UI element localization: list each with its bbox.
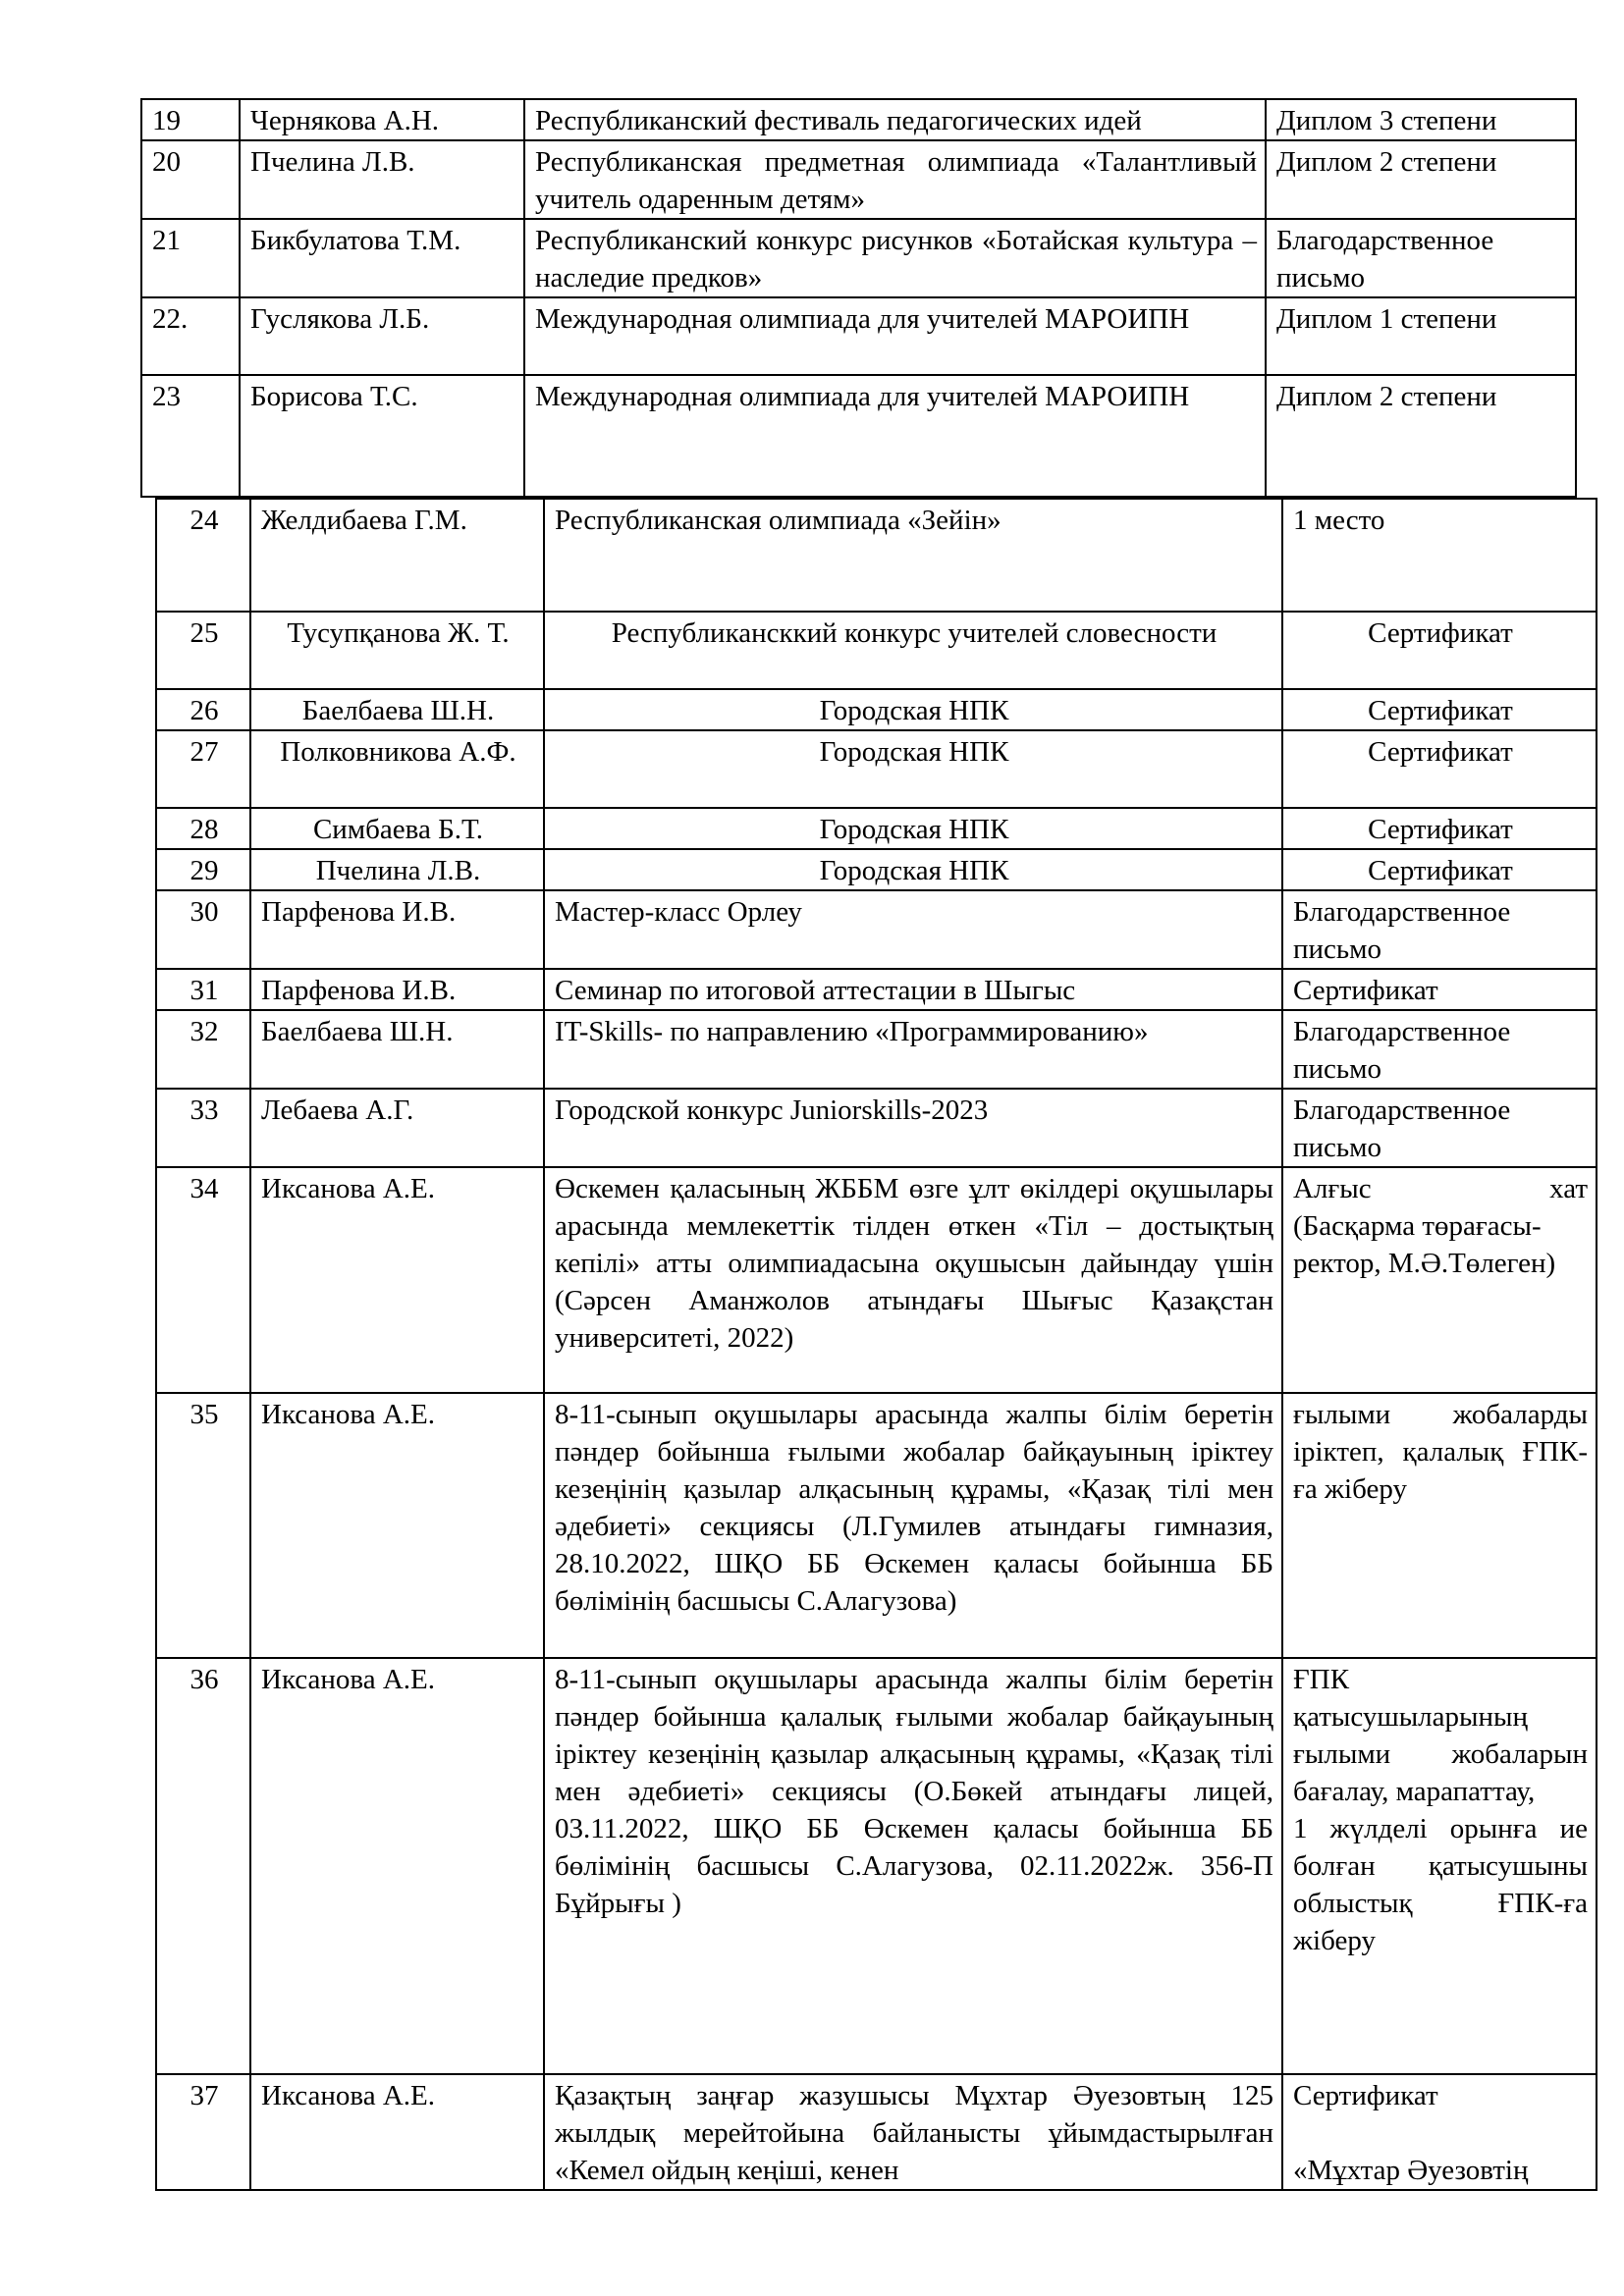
table-row bbox=[156, 689, 1597, 730]
award-result: Благодарственное письмо bbox=[1282, 1089, 1597, 1167]
row-number: 27 bbox=[156, 730, 250, 808]
award-result-details: (Басқарма төрағасы-ректор, М.Ә.Төлеген) bbox=[1293, 1210, 1556, 1279]
row-number: 29 bbox=[156, 849, 250, 890]
teacher-name: Гуслякова Л.Б. bbox=[240, 297, 524, 375]
teacher-name: Желдибаева Г.М. bbox=[250, 499, 544, 612]
award-result: Сертификат bbox=[1282, 689, 1597, 730]
table-row bbox=[156, 808, 1597, 849]
teacher-name: Пчелина Л.В. bbox=[240, 140, 524, 219]
results-table-upper bbox=[140, 98, 1577, 498]
teacher-name: Полковникова А.Ф. bbox=[250, 730, 544, 808]
award-result: Сертификат bbox=[1282, 730, 1597, 808]
table-row bbox=[156, 1089, 1597, 1167]
teacher-name: Тусупқанова Ж. Т. bbox=[250, 612, 544, 689]
row-number: 34 bbox=[156, 1167, 250, 1393]
event-description: Семинар по итоговой аттестации в Шыгыс bbox=[544, 969, 1282, 1010]
award-result: ғылыми жобаларды іріктеп, қалалық ҒПК-ға жіберу bbox=[1282, 1393, 1597, 1658]
event-description: Республиканский конкурс рисунков «Ботайская культура – наследие предков» bbox=[524, 219, 1266, 297]
teacher-name: Баелбаева Ш.Н. bbox=[250, 1010, 544, 1089]
table-row bbox=[156, 849, 1597, 890]
award-result bbox=[1282, 1167, 1597, 1393]
teacher-name: Лебаева А.Г. bbox=[250, 1089, 544, 1167]
row-number: 28 bbox=[156, 808, 250, 849]
teacher-name: Парфенова И.В. bbox=[250, 969, 544, 1010]
table-row bbox=[156, 1167, 1597, 1393]
award-result: Диплом 2 степени bbox=[1266, 375, 1576, 497]
event-description: Республиканский фестиваль педагогических идей bbox=[524, 99, 1266, 140]
award-result: Благодарственное письмо bbox=[1282, 1010, 1597, 1089]
results-table-lower bbox=[155, 498, 1597, 2191]
table-row bbox=[156, 499, 1597, 612]
event-description: Республиканская предметная олимпиада «Талантливый учитель одаренным детям» bbox=[524, 140, 1266, 219]
event-description: Международная олимпиада для учителей МАРОИПН bbox=[524, 297, 1266, 375]
event-description: Республиканская олимпиада «Зейін» bbox=[544, 499, 1282, 612]
teacher-name: Пчелина Л.В. bbox=[250, 849, 544, 890]
row-number: 20 bbox=[141, 140, 240, 219]
row-number: 32 bbox=[156, 1010, 250, 1089]
table-row bbox=[141, 297, 1576, 375]
teacher-name: Иксанова А.Е. bbox=[250, 1393, 544, 1658]
teacher-name: Баелбаева Ш.Н. bbox=[250, 689, 544, 730]
teacher-name: Иксанова А.Е. bbox=[250, 1167, 544, 1393]
event-description: IT-Skills- по направлению «Программированию» bbox=[544, 1010, 1282, 1089]
award-result: Сертификат «Мұхтар Әуезовтің bbox=[1282, 2074, 1597, 2190]
event-description: Городская НПК bbox=[544, 689, 1282, 730]
teacher-name: Чернякова А.Н. bbox=[240, 99, 524, 140]
award-result: Благодарственное письмо bbox=[1266, 219, 1576, 297]
award-result: Сертификат bbox=[1282, 849, 1597, 890]
event-description: Городская НПК bbox=[544, 849, 1282, 890]
row-number: 36 bbox=[156, 1658, 250, 2074]
event-description: Қазақтың заңғар жазушысы Мұхтар Әуезовтың 125 жылдық мерейтойына байланысты ұйымдастырылған «Кемел ойдың кеңіші, кенен bbox=[544, 2074, 1282, 2190]
teacher-name: Парфенова И.В. bbox=[250, 890, 544, 969]
row-number: 21 bbox=[141, 219, 240, 297]
table-row bbox=[156, 890, 1597, 969]
teacher-name: Симбаева Б.Т. bbox=[250, 808, 544, 849]
award-result: ҒПК қатысушыларының ғылыми жобаларын бағалау, марапаттау, 1 жүлделі орынға ие болған қатысушыны облыстық ҒПК-ға жіберу bbox=[1282, 1658, 1597, 2074]
row-number: 24 bbox=[156, 499, 250, 612]
row-number: 26 bbox=[156, 689, 250, 730]
award-result: Сертификат bbox=[1282, 969, 1597, 1010]
award-result: Диплом 2 степени bbox=[1266, 140, 1576, 219]
row-number: 22. bbox=[141, 297, 240, 375]
row-number: 19 bbox=[141, 99, 240, 140]
row-number: 31 bbox=[156, 969, 250, 1010]
row-number: 37 bbox=[156, 2074, 250, 2190]
table-row bbox=[156, 612, 1597, 689]
award-result: 1 место bbox=[1282, 499, 1597, 612]
teacher-name: Иксанова А.Е. bbox=[250, 1658, 544, 2074]
award-result: Сертификат bbox=[1282, 808, 1597, 849]
table-row bbox=[156, 969, 1597, 1010]
row-number: 30 bbox=[156, 890, 250, 969]
teacher-name: Иксанова А.Е. bbox=[250, 2074, 544, 2190]
award-result: Благодарственное письмо bbox=[1282, 890, 1597, 969]
table-row bbox=[156, 1393, 1597, 1658]
row-number: 23 bbox=[141, 375, 240, 497]
table-row bbox=[141, 99, 1576, 140]
event-description: Городской конкурс Juniorskills-2023 bbox=[544, 1089, 1282, 1167]
table-row bbox=[141, 375, 1576, 497]
award-result: Диплом 3 степени bbox=[1266, 99, 1576, 140]
teacher-name: Бикбулатова Т.М. bbox=[240, 219, 524, 297]
row-number: 35 bbox=[156, 1393, 250, 1658]
table-row bbox=[156, 1010, 1597, 1089]
event-description: 8-11-сынып оқушылары арасында жалпы білім беретін пәндер бойынша қалалық ғылыми жобалар байқауының іріктеу кезеңінің қазылар алқасының құрамы, «Қазақ тілі мен әдебиеті» секциясы (О.Бөкей атындағы лицей, 03.11.2022, ШҚО ББ Өскемен қаласы бойынша ББ бөлімінің басшысы С.Алагузова, 02.11.2022ж. 356-П Бұйрығы ) bbox=[544, 1658, 1282, 2074]
event-description: Городская НПК bbox=[544, 730, 1282, 808]
award-result: Диплом 1 степени bbox=[1266, 297, 1576, 375]
event-description: Республикансккий конкурс учителей словесности bbox=[544, 612, 1282, 689]
table-row bbox=[141, 219, 1576, 297]
event-description: Городская НПК bbox=[544, 808, 1282, 849]
table-row bbox=[156, 1658, 1597, 2074]
table-row bbox=[141, 140, 1576, 219]
table-row bbox=[156, 730, 1597, 808]
event-description: 8-11-сынып оқушылары арасында жалпы білім беретін пәндер бойынша ғылыми жобалар байқауының іріктеу кезеңінің қазылар алқасының құрамы, «Қазақ тілі мен әдебиеті» секциясы (Л.Гумилев атындағы гимназия, 28.10.2022, ШҚО ББ Өскемен қаласы бойынша ББ бөлімінің басшысы С.Алагузова) bbox=[544, 1393, 1282, 1658]
row-number: 25 bbox=[156, 612, 250, 689]
event-description: Өскемен қаласының ЖББМ өзге ұлт өкілдері оқушылары арасында мемлекеттік тілден өткен «Тіл – достықтың кепілі» атты олимпиадасына оқушысын дайындау үшін (Сәрсен Аманжолов атындағы Шығыс Қазақстан университеті, 2022) bbox=[544, 1167, 1282, 1393]
row-number: 33 bbox=[156, 1089, 250, 1167]
award-result-first-line: Алғыс хат bbox=[1293, 1173, 1588, 1204]
event-description: Мастер-класс Орлеу bbox=[544, 890, 1282, 969]
teacher-name: Борисова Т.С. bbox=[240, 375, 524, 497]
event-description: Международная олимпиада для учителей МАРОИПН bbox=[524, 375, 1266, 497]
table-row bbox=[156, 2074, 1597, 2190]
award-result: Сертификат bbox=[1282, 612, 1597, 689]
